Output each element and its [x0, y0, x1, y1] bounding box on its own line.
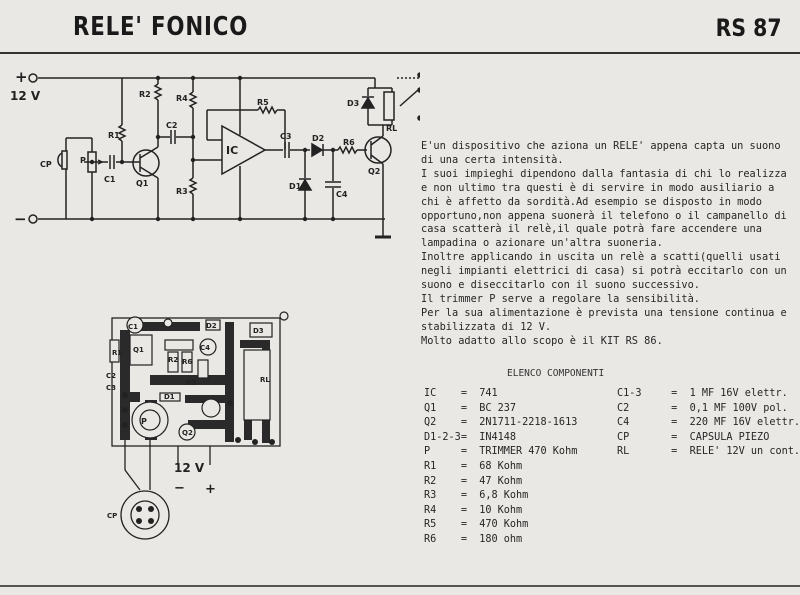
pcb-label-c1: C1	[128, 323, 139, 331]
label-ic: IC	[226, 144, 239, 157]
label-d2: D2	[312, 134, 325, 143]
components-title: ELENCO COMPONENTI	[507, 368, 605, 379]
pcb-label-c2: C2	[106, 372, 117, 380]
table-row: R4 = 10 Kohm	[424, 504, 523, 516]
pcb-minus-label: −	[174, 481, 185, 496]
supply-voltage-label: 12 V	[10, 89, 41, 103]
pcb-label-r1: R1	[112, 349, 123, 357]
pcb-label-d3: D3	[253, 327, 264, 335]
pcb-label-r3: R3	[186, 379, 197, 387]
label-c2: C2	[166, 121, 178, 130]
pcb-label-c4: C4	[200, 344, 211, 352]
circuit-schematic	[0, 55, 420, 245]
page-title: RELE' FONICO	[73, 12, 249, 42]
label-d1: D1	[289, 182, 302, 191]
kit-code: RS 87	[716, 14, 782, 42]
table-row: R1 = 68 Kohm	[424, 460, 523, 472]
page-header	[0, 0, 800, 54]
components-table	[424, 388, 800, 549]
label-r5: R5	[257, 98, 269, 107]
pcb-plus-label: +	[205, 482, 216, 497]
pcb-supply-label: 12 V	[174, 461, 205, 475]
page-bottom-border	[0, 585, 800, 587]
label-r4: R4	[176, 94, 188, 103]
description-text	[421, 140, 793, 349]
supply-minus-label: −	[14, 210, 27, 228]
pcb-label-cp: CP	[107, 512, 118, 520]
description-paragraph: Per la sua alimentazione è prevista una tensione continua e stabilizzata di 12 V.	[421, 306, 787, 333]
table-row: R5 = 470 Kohm	[424, 519, 529, 531]
description-paragraph: Il trimmer P serve a regolare la sensibilità.	[421, 292, 700, 305]
pcb-label-q1: Q1	[133, 346, 144, 354]
description-paragraph: E'un dispositivo che aziona un RELE' appena capta un suono di una certa intensità.	[421, 140, 781, 166]
label-c3: C3	[280, 132, 292, 141]
pcb-label-d1: D1	[164, 393, 175, 401]
label-r2: R2	[139, 90, 151, 99]
label-c4: C4	[336, 190, 348, 199]
table-row: Q2 = 2N1711-2218-1613 C4 = 220 MF 16V elettr.	[424, 417, 800, 429]
pcb-label-r6: R6	[182, 358, 193, 366]
label-d3: D3	[347, 99, 360, 108]
table-row: Q1 = BC 237 C2 = 0,1 MF 100V pol.	[424, 402, 788, 414]
pcb-layout	[95, 310, 305, 540]
label-r3: R3	[176, 187, 188, 196]
pcb-label-p: P	[141, 417, 147, 426]
description-paragraph: Inoltre applicando in uscita un relè a scatti(quelli usati negli impianti elettrici di casa) si potrà eccitarlo con un suono e diseccitarlo con il suono successivo.	[421, 251, 787, 292]
pcb-label-r2: R2	[168, 356, 179, 364]
label-q2: Q2	[368, 167, 381, 176]
table-row: D1-2-3 = IN4148 CP = CAPSULA PIEZO	[424, 431, 770, 443]
label-r1: R1	[108, 131, 120, 140]
pcb-label-c3: C3	[106, 384, 117, 392]
table-row: R2 = 47 Kohm	[424, 475, 523, 487]
label-rl: RL	[386, 124, 398, 133]
supply-plus-label: +	[15, 68, 28, 86]
label-p: P	[80, 156, 86, 165]
pcb-label-d2: D2	[206, 322, 217, 330]
label-r6: R6	[343, 138, 355, 147]
table-row: R3 = 6,8 Kohm	[424, 490, 529, 502]
label-q1: Q1	[136, 179, 149, 188]
table-row: P = TRIMMER 470 Kohm RL = RELE' 12V un cont.	[424, 446, 800, 458]
pcb-label-rl: RL	[260, 376, 270, 384]
description-paragraph: Molto adatto allo scopo è il KIT RS 86.	[421, 334, 663, 347]
table-row: IC = 741 C1-3 = 1 MF 16V elettr.	[424, 388, 788, 399]
label-c1: C1	[104, 175, 116, 184]
table-row: R6 = 180 ohm	[424, 533, 523, 545]
pcb-label-q2: Q2	[182, 429, 193, 437]
description-paragraph: I suoi impieghi dipendono dalla fantasia di chi lo realizza e non ultimo tra questi è di servire in modo ausiliario a chi è affetto da sordità.Ad esempio se disposto in modo opportuno,non appena suonerà il telefono o il campanello di casa scatterà il relè,il quale potrà fare accendere una lampadina o azionare un'altra suoneria.	[421, 167, 787, 250]
label-cp: CP	[40, 160, 52, 169]
